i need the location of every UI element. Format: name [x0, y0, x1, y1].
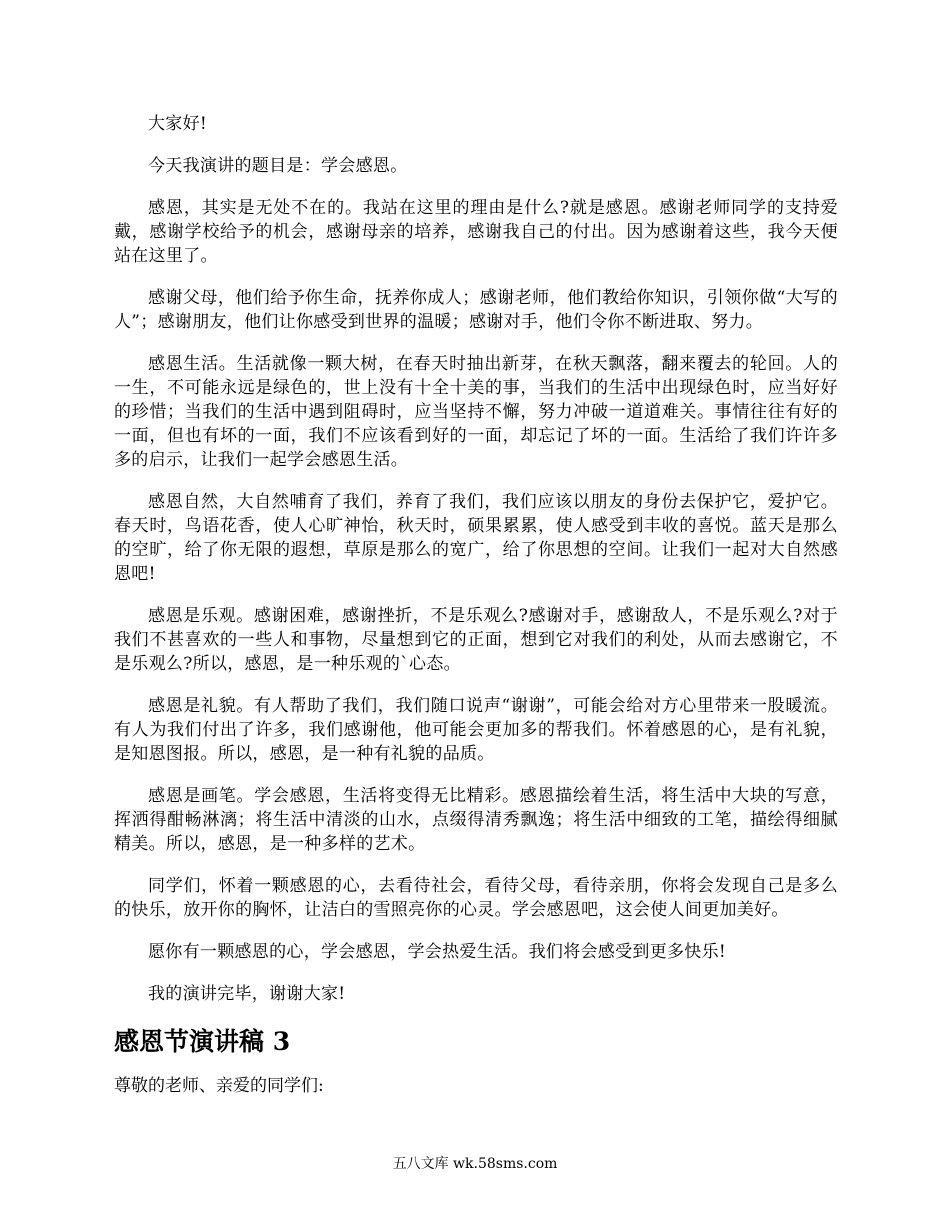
document-body — [114, 112, 838, 1098]
paragraph-wish: 愿你有一颗感恩的心，学会感恩，学会热爱生活。我们将会感受到更多快乐! — [148, 942, 727, 962]
paragraph-thank-parents: 感谢父母，他们给予你生命，抚养你成人；感谢老师，他们教给你知识，引领你做“大写的人”；感谢朋友，他们让你感受到世界的温暖；感谢对手，他们令你不断进取、努力。 — [114, 288, 838, 332]
paragraph-topic: 今天我演讲的题目是：学会感恩。 — [148, 156, 408, 176]
paragraph-politeness: 感恩是礼貌。有人帮助了我们，我们随口说声“谢谢”，可能会给对方心里带来一股暖流。有人为我们付出了许多，我们感谢他，他可能会更加多的帮我们。怀着感恩的心，是有礼貌，是知恩图报。所以，感恩，是一种有礼貌的品质。 — [114, 696, 838, 764]
paragraph-gratitude-nature: 感恩自然，大自然哺育了我们，养育了我们，我们应该以朋友的身份去保护它，爱护它。春天时，鸟语花香，使人心旷神怡，秋天时，硕果累累，使人感受到丰收的喜悦。蓝天是那么的空旷，给了你无限的遐想，草原是那么的宽广，给了你思想的空间。让我们一起对大自然感恩吧! — [114, 492, 838, 584]
paragraph-gratitude-life: 感恩生活。生活就像一颗大树，在春天时抽出新芽，在秋天飘落，翻来覆去的轮回。人的一生，不可能永远是绿色的，世上没有十全十美的事，当我们的生活中出现绿色时，应当好好的珍惜；当我们的生活中遇到阻碍时，应当坚持不懈，努力冲破一道道难关。事情往往有好的一面，但也有坏的一面，我们不应该看到好的一面，却忘记了坏的一面。生活给了我们许许多多的启示，让我们一起学会感恩生活。 — [114, 354, 838, 470]
paragraph-closing: 我的演讲完毕，谢谢大家! — [148, 984, 346, 1004]
paragraph-classmates: 同学们，怀着一颗感恩的心，去看待社会，看待父母，看待亲朋，你将会发现自己是多么的快乐，放开你的胸怀，让洁白的雪照亮你的心灵。学会感恩吧，这会使人间更加美好。 — [114, 876, 838, 920]
paragraph-optimism: 感恩是乐观。感谢困难，感谢挫折，不是乐观么?感谢对手，感谢敌人，不是乐观么?对于我们不甚喜欢的一些人和事物，尽量想到它的正面，想到它对我们的利处，从而去感谢它，不是乐观么?所以，感恩，是一种乐观的`心态。 — [114, 606, 838, 674]
section-heading: 感恩节演讲稿 3 — [114, 1027, 291, 1056]
paragraph-gratitude-everywhere: 感恩，其实是无处不在的。我站在这里的理由是什么?就是感恩。感谢老师同学的支持爱戴，感谢学校给予的机会，感谢母亲的培养，感谢我自己的付出。因为感谢着这些，我今天便站在这里了。 — [114, 198, 838, 266]
salutation: 尊敬的老师、亲爱的同学们: — [114, 1076, 324, 1096]
paragraph-paintbrush: 感恩是画笔。学会感恩，生活将变得无比精彩。感恩描绘着生活，将生活中大块的写意，挥洒得酣畅淋漓；将生活中清淡的山水，点缀得清秀飘逸；将生活中细致的工笔，描绘得细腻精美。所以，感恩，是一种多样的艺术。 — [114, 786, 838, 854]
paragraph-greeting: 大家好! — [148, 114, 208, 134]
footer-watermark: 五八文库 wk.58sms.com — [392, 1156, 558, 1172]
